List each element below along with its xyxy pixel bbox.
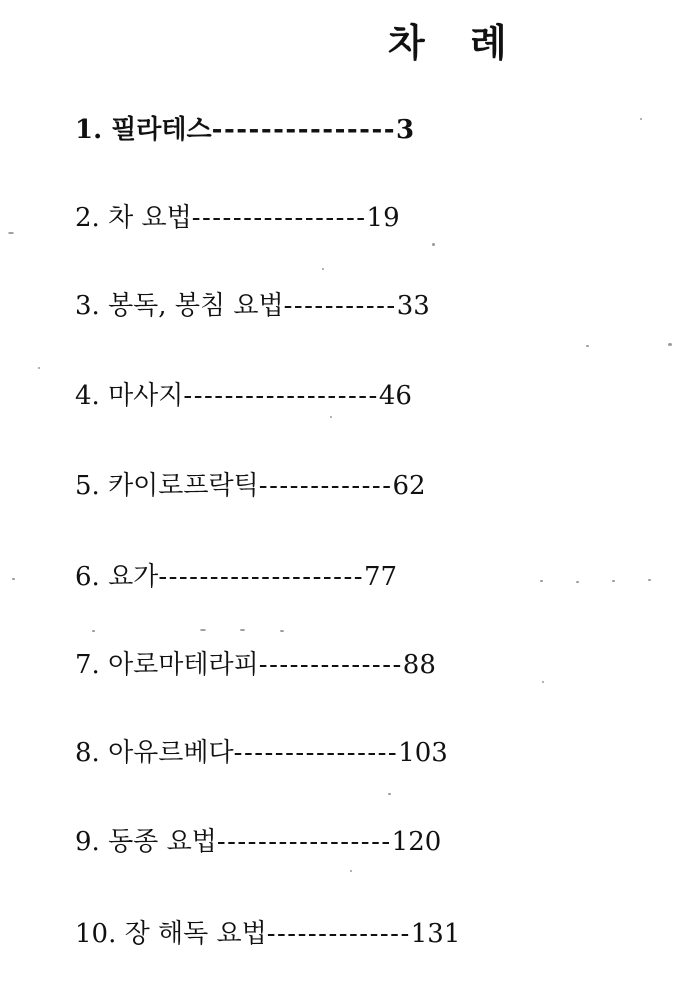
toc-entry-title: 4. 마사지 bbox=[75, 381, 184, 411]
toc-entry-title: 3. 봉독, 봉침 요법 bbox=[75, 291, 284, 321]
scan-speck bbox=[12, 578, 15, 580]
scan-speck bbox=[432, 243, 435, 246]
toc-entry-title: 8. 아유르베다 bbox=[75, 738, 234, 768]
toc-entry-title: 6. 요가 bbox=[75, 562, 159, 592]
toc-entry-leader: ------------- bbox=[258, 471, 393, 501]
toc-entry-page: 19 bbox=[366, 203, 400, 233]
page-title: 차 례 bbox=[388, 20, 523, 65]
toc-entry-leader: ----------- bbox=[283, 291, 397, 321]
table-of-contents bbox=[75, 0, 595, 995]
scan-speck bbox=[576, 581, 579, 583]
toc-entry-page: 46 bbox=[378, 381, 412, 411]
toc-entry-page: 33 bbox=[396, 291, 430, 321]
scan-speck bbox=[612, 580, 615, 582]
scan-speck bbox=[668, 343, 672, 346]
scan-speck bbox=[350, 870, 352, 872]
toc-entry[interactable] bbox=[75, 286, 430, 326]
toc-entry-page: 3 bbox=[396, 115, 415, 145]
toc-entry[interactable] bbox=[75, 466, 426, 506]
scan-speck bbox=[8, 232, 14, 234]
toc-entry-title: 9. 동종 요법 bbox=[75, 827, 217, 857]
toc-entry-leader: ------------------- bbox=[183, 381, 379, 411]
toc-entry-leader: -------------- bbox=[266, 919, 411, 949]
toc-entry-leader: ----------------- bbox=[216, 827, 392, 857]
toc-entry[interactable] bbox=[75, 376, 412, 416]
toc-entry-leader: -------------- bbox=[258, 650, 403, 680]
toc-entry[interactable] bbox=[75, 733, 448, 773]
toc-entry-title: 1. 필라테스 bbox=[75, 115, 212, 145]
toc-entry[interactable] bbox=[75, 914, 460, 954]
scan-speck bbox=[280, 630, 284, 632]
scan-speck bbox=[240, 629, 245, 631]
toc-entry-leader: --------------- bbox=[211, 115, 397, 145]
scan-speck bbox=[586, 345, 589, 347]
toc-entry-leader: ----------------- bbox=[191, 203, 367, 233]
scan-speck bbox=[200, 629, 206, 631]
toc-entry[interactable] bbox=[75, 110, 414, 150]
toc-entry-page: 120 bbox=[391, 827, 442, 857]
toc-entry[interactable] bbox=[75, 822, 441, 862]
scan-speck bbox=[322, 268, 324, 270]
scan-speck bbox=[388, 793, 391, 795]
scan-speck bbox=[92, 630, 95, 632]
scan-speck bbox=[648, 579, 651, 581]
toc-entry-title: 10. 장 해독 요법 bbox=[75, 919, 267, 949]
toc-entry-title: 7. 아로마테라피 bbox=[75, 650, 259, 680]
scan-speck bbox=[38, 367, 40, 369]
toc-entry-title: 5. 카이로프락틱 bbox=[75, 471, 259, 501]
toc-entry-page: 131 bbox=[410, 919, 461, 949]
toc-entry-page: 88 bbox=[402, 650, 436, 680]
toc-entry[interactable] bbox=[75, 557, 397, 597]
scan-speck bbox=[540, 580, 543, 582]
toc-entry-leader: ---------------- bbox=[233, 738, 399, 768]
scan-speck bbox=[330, 416, 332, 418]
toc-entry-page: 62 bbox=[392, 471, 426, 501]
toc-entry-page: 77 bbox=[364, 562, 398, 592]
toc-entry-leader: -------------------- bbox=[158, 562, 365, 592]
scan-speck bbox=[542, 681, 544, 683]
scan-speck bbox=[640, 118, 642, 120]
toc-entry[interactable] bbox=[75, 645, 436, 685]
toc-entry-page: 103 bbox=[398, 738, 448, 768]
toc-entry[interactable] bbox=[75, 198, 400, 238]
toc-entry-title: 2. 차 요법 bbox=[75, 203, 192, 233]
